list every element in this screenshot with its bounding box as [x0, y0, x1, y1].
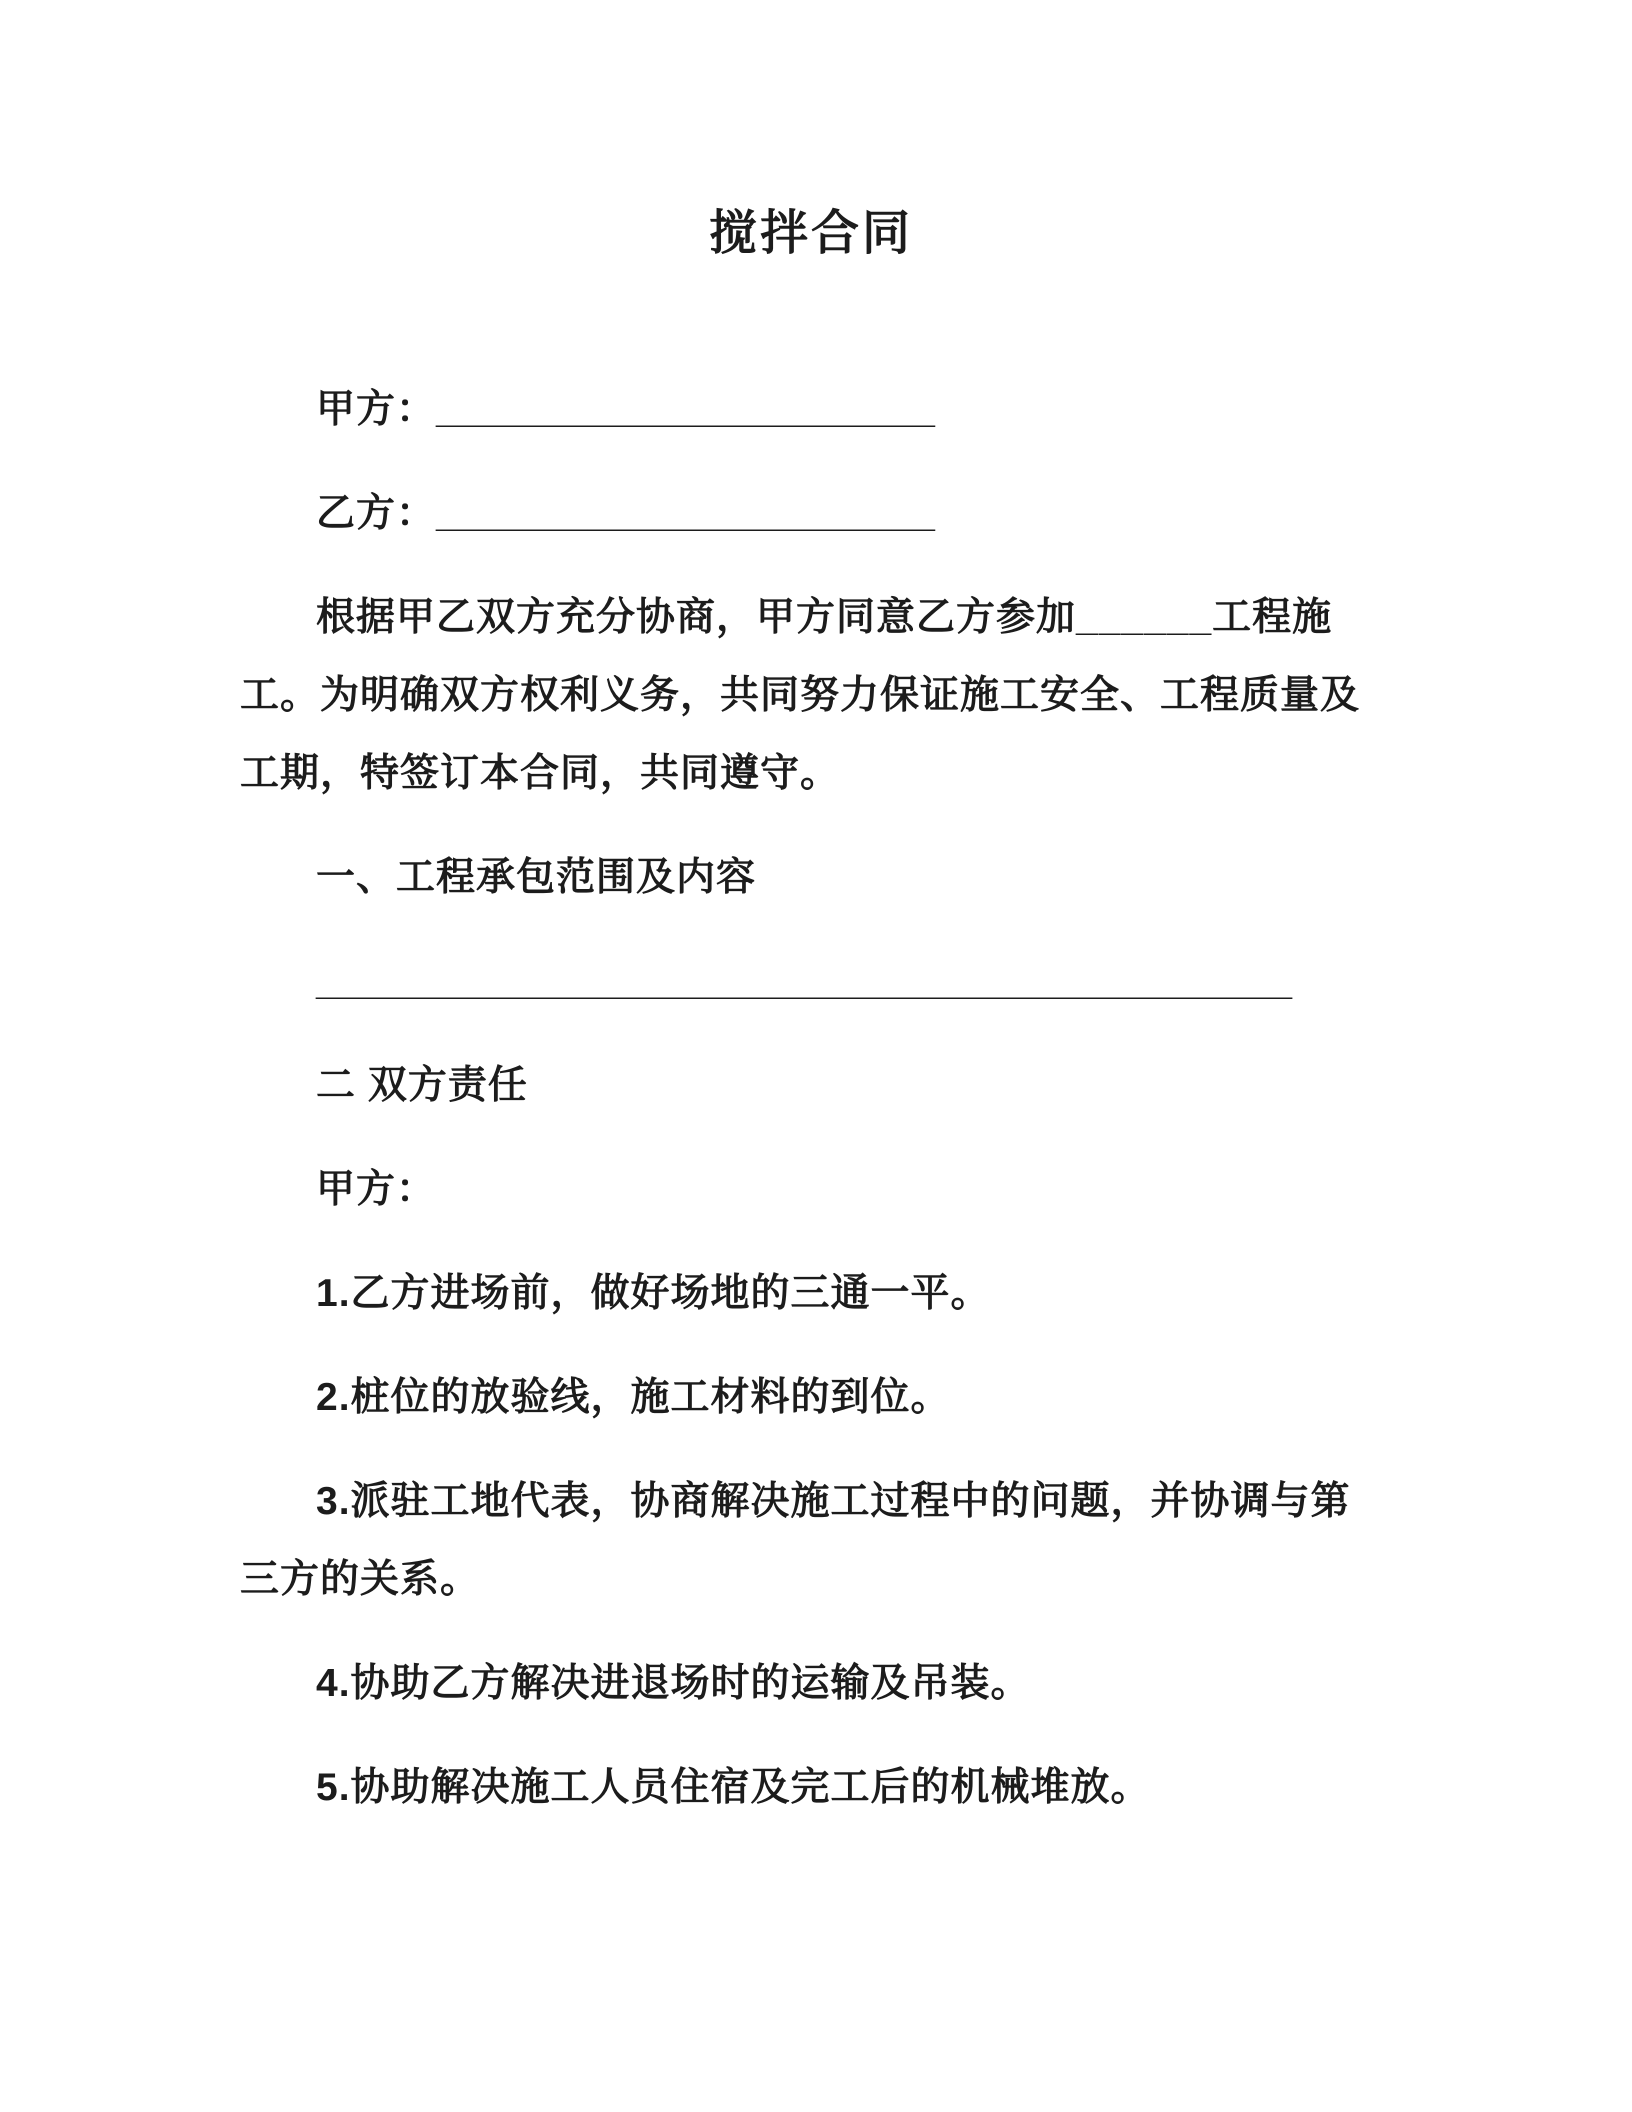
section-two-party-a-subheading: 甲方：	[316, 1167, 437, 1211]
party-a-blank-line: _______________________	[436, 387, 935, 431]
responsibility-item: 3.派驻工地代表，协商解决施工过程中的问题，并协调与第三方的关系。	[240, 1479, 1351, 1601]
document-title: 搅拌合同	[708, 207, 913, 260]
responsibility-item: 5.协助解决施工人员住宿及完工后的机械堆放。	[316, 1765, 1151, 1809]
responsibility-item: 4.协助乙方解决进退场时的运输及吊装。	[316, 1661, 1031, 1705]
intro-paragraph: 根据甲乙双方充分协商，甲方同意乙方参加______工程施工。为明确双方权利义务，共同努力保证施工安全、工程质量及工期，特签订本合同，共同遵守。	[240, 595, 1361, 795]
section-one-heading: 一、工程承包范围及内容	[316, 855, 757, 899]
party-a-label: 甲方：	[316, 387, 437, 431]
responsibility-item: 1.乙方进场前，做好场地的三通一平。	[316, 1271, 991, 1315]
section-two-heading: 二 双方责任	[316, 1063, 528, 1107]
party-a-line	[240, 371, 1382, 449]
responsibility-item: 2.桩位的放验线，施工材料的到位。	[316, 1375, 951, 1419]
section-one-blank-line: _____________________________________________	[316, 959, 1293, 1003]
party-b-blank-line: _______________________	[436, 491, 935, 535]
party-b-label: 乙方：	[316, 491, 437, 535]
party-b-line	[240, 475, 1382, 553]
